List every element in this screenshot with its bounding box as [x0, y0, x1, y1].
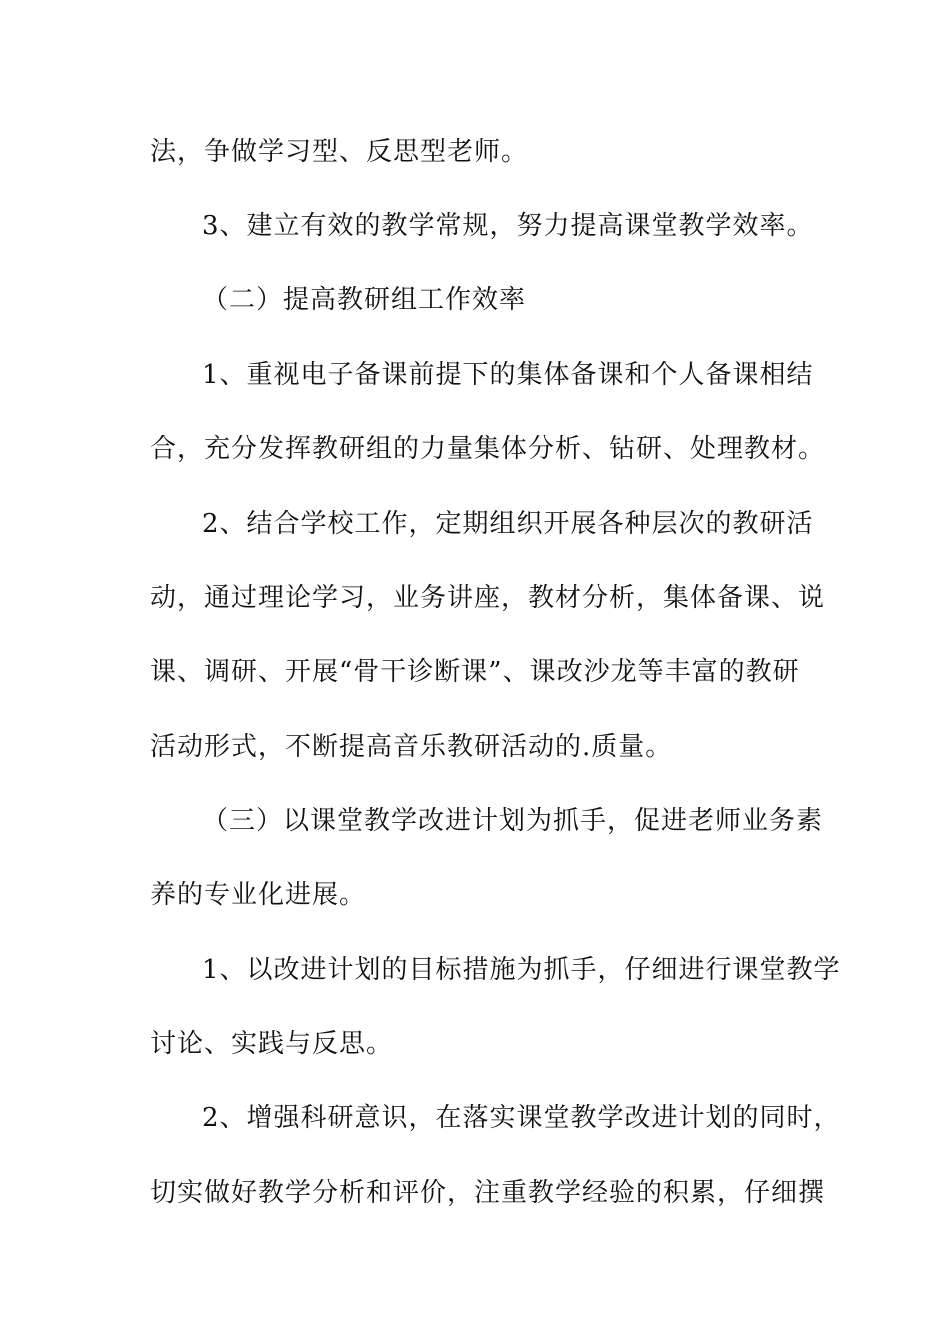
- text-line-6: 2、结合学校工作，定期组织开展各种层次的教研活: [202, 509, 814, 539]
- text-line-11: 养的专业化进展。: [150, 880, 367, 910]
- text-line-7: 动，通过理论学习，业务讲座，教材分析，集体备课、说: [150, 583, 826, 613]
- text-line-8: 课、调研、开展“骨干诊断课”、课改沙龙等丰富的教研: [150, 657, 800, 687]
- text-line-1: 法，争做学习型、反思型老师。: [150, 137, 529, 167]
- text-line-12: 1、以改进计划的目标措施为抓手，仔细进行课堂教学: [202, 955, 841, 985]
- text-line-15: 切实做好教学分析和评价，注重教学经验的积累，仔细撰: [150, 1178, 826, 1208]
- section-heading-2: （二）提高教研组工作效率: [202, 285, 527, 315]
- text-line-9: 活动形式，不断提高音乐教研活动的.质量。: [150, 732, 673, 762]
- text-line-13: 讨论、实践与反思。: [150, 1029, 394, 1059]
- section-heading-3: （三）以课堂教学改进计划为抓手，促进老师业务素: [202, 806, 824, 836]
- text-line-5: 合，充分发挥教研组的力量集体分析、钻研、处理教材。: [150, 434, 826, 464]
- text-line-4: 1、重视电子备课前提下的集体备课和个人备课相结: [202, 360, 814, 390]
- text-line-14: 2、增强科研意识，在落实课堂教学改进计划的同时，: [202, 1103, 841, 1133]
- text-line-2: 3、建立有效的教学常规，努力提高课堂教学效率。: [202, 211, 814, 241]
